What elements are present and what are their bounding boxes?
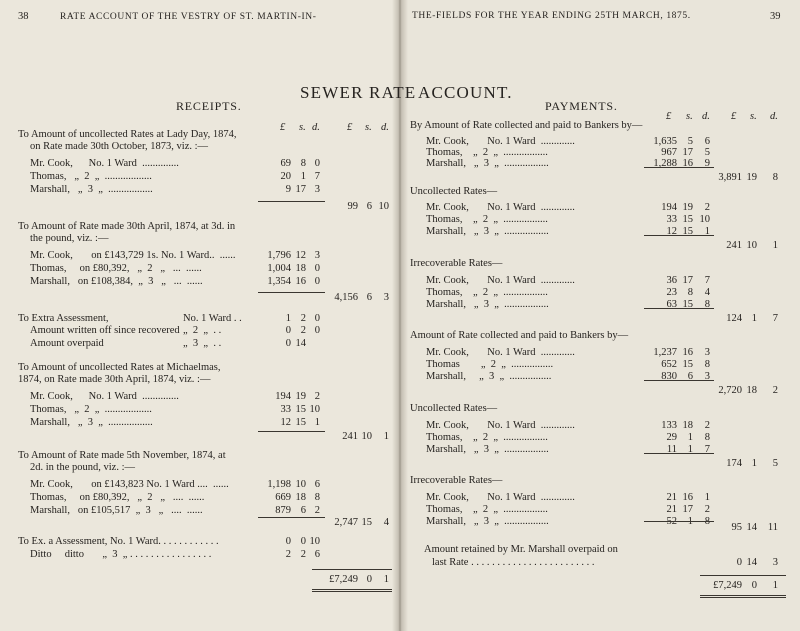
grand-total-pounds: £7,249 (329, 574, 358, 585)
ledger-value-pounds: 1 (285, 313, 291, 324)
subtotal-shillings: 10 (361, 431, 372, 442)
ledger-row-label: Mr. Cook, No. 1 Ward ............. (426, 136, 575, 147)
block-heading: By Amount of Rate collected and paid to Bankers by— (410, 120, 643, 131)
grand-total-pence: 1 (383, 574, 389, 585)
ledger-value-pence: 2 (704, 504, 710, 515)
ledger-value-shillings: 0 (300, 536, 306, 547)
ledger-row-label: Amount overpaid (30, 338, 104, 349)
subtotal-pounds: 95 (731, 522, 742, 533)
subtotal-shillings: 1 (751, 313, 757, 324)
ledger-value-pence: 5 (704, 147, 710, 158)
sum-rule (644, 380, 714, 381)
ledger-value-pence: 4 (704, 287, 710, 298)
sum-rule (644, 167, 714, 168)
ledger-value-shillings: 8 (687, 287, 693, 298)
col-header-pounds: £ (280, 122, 286, 133)
col-header-pence: d. (770, 111, 778, 122)
subtotal-shillings: 15 (361, 517, 372, 528)
grand-total-rule-top (312, 569, 392, 570)
ledger-row-label: Thomas, „ 2 „ ................. (426, 504, 548, 515)
subtotal-pounds: 124 (726, 313, 742, 324)
ledger-row-label: Marshall, „ 3 „ ................. (30, 417, 153, 428)
ledger-value-pounds: 20 (280, 171, 291, 182)
ledger-value-pounds: 1,288 (653, 158, 677, 169)
ledger-value-pounds: 0 (285, 338, 291, 349)
ledger-row-label: Mr. Cook, No. 1 Ward ............. (426, 420, 575, 431)
ledger-row-label: Mr. Cook, No. 1 Ward ............. (426, 347, 575, 358)
block-intro: To Amount of uncollected Rates at Lady Day, 1874, (18, 129, 237, 140)
ledger-value-shillings: 12 (295, 250, 306, 261)
block-heading: Irrecoverable Rates— (410, 258, 503, 269)
ledger-row-label: Mr. Cook, No. 1 Ward .............. (30, 158, 179, 169)
ledger-value-shillings: 15 (295, 404, 306, 415)
sum-rule (644, 521, 714, 522)
ledger-value-pence: 10 (699, 214, 710, 225)
ledger-value-pounds: 879 (275, 505, 291, 516)
ledger-row-label: Marshall, „ 3 „ ................. (30, 184, 153, 195)
subtotal-pence: 10 (378, 201, 389, 212)
ledger-value-pence: 8 (704, 299, 710, 310)
ledger-value-pence: 7 (314, 171, 320, 182)
ledger-row-label: Thomas, „ 2 „ ................. (426, 432, 548, 443)
ledger-value-pence: 7 (704, 444, 710, 455)
subtotal-pence: 3 (383, 292, 389, 303)
ledger-row-label: Amount written off since recovered (30, 325, 180, 336)
ledger-row-label: Thomas, on £80,392, „ 2 „ ... ...... (30, 263, 202, 274)
account-title: ACCOUNT. (418, 83, 513, 102)
subtotal-shillings: 14 (746, 522, 757, 533)
ward-reference: „ 2 „ . . (183, 325, 222, 336)
ledger-value-shillings: 14 (295, 338, 306, 349)
block-intro: To Amount of uncollected Rates at Michaelmas, (18, 362, 221, 373)
ledger-value-pence: 3 (704, 371, 710, 382)
subtotal-pounds: 174 (726, 458, 742, 469)
section-heading: RECEIPTS. (176, 99, 242, 113)
ledger-value-pence: 0 (314, 263, 320, 274)
running-head: THE-FIELDS FOR THE YEAR ENDING 25TH MARCH, 1875. (412, 11, 691, 21)
ledger-value-shillings: 15 (682, 226, 693, 237)
ledger-value-pounds: 967 (661, 147, 677, 158)
ledger-row-label: Marshall, „ 3 „ ................. (426, 299, 549, 310)
ledger-row-label: To Extra Assessment, (18, 313, 109, 324)
ledger-value-shillings: 2 (300, 549, 306, 560)
subtotal-pence: 2 (772, 385, 778, 396)
ledger-value-pounds: 36 (666, 275, 677, 286)
ledger-value-shillings: 10 (295, 479, 306, 490)
section-heading: PAYMENTS. (545, 99, 618, 113)
ledger-value-pounds: 1,198 (267, 479, 291, 490)
ledger-value-pence: 1 (704, 226, 710, 237)
ledger-value-pounds: 12 (280, 417, 291, 428)
col-header-pounds: £ (347, 122, 353, 133)
ledger-value-shillings: 6 (687, 371, 693, 382)
ledger-value-shillings: 17 (682, 504, 693, 515)
ledger-value-shillings: 2 (300, 313, 306, 324)
ledger-row-label: Mr. Cook, on £143,823 No. 1 Ward .... ...... (30, 479, 229, 490)
block-heading: Amount of Rate collected and paid to Bankers by— (410, 330, 629, 341)
col-header-shillings: s. (750, 111, 757, 122)
col-header-pence: d. (381, 122, 389, 133)
ledger-row-label: Marshall, „ 3 „ ................. (426, 158, 549, 169)
ledger-value-pounds: 830 (661, 371, 677, 382)
ledger-value-pounds: 0 (285, 536, 291, 547)
col-header-pounds: £ (666, 111, 672, 122)
ledger-value-pence: 3 (314, 184, 320, 195)
subtotal-shillings: 14 (746, 557, 757, 568)
account-title: SEWER RATE (300, 83, 417, 102)
subtotal-pounds: 3,891 (718, 172, 742, 183)
ledger-value-pounds: 29 (666, 432, 677, 443)
block-heading: Irrecoverable Rates— (410, 475, 503, 486)
subtotal-pence: 8 (772, 172, 778, 183)
grand-total-pounds: £7,249 (713, 580, 742, 591)
ward-reference: „ 3 „ . . (183, 338, 222, 349)
ledger-value-pence: 2 (704, 202, 710, 213)
subtotal-shillings: 6 (366, 201, 372, 212)
ledger-value-pounds: 63 (666, 299, 677, 310)
ledger-value-pence: 8 (704, 359, 710, 370)
block-heading: Uncollected Rates— (410, 186, 498, 197)
ledger-value-pounds: 33 (280, 404, 291, 415)
ledger-value-pence: 8 (704, 432, 710, 443)
ledger-value-shillings: 19 (682, 202, 693, 213)
col-header-shillings: s. (299, 122, 306, 133)
ledger-value-shillings: 15 (682, 299, 693, 310)
ledger-row-label: Thomas, on £80,392, „ 2 „ .... ...... (30, 492, 205, 503)
ledger-value-pounds: 1,237 (653, 347, 677, 358)
ledger-row-label: Marshall, on £108,384, „ 3 „ ... ...... (30, 276, 203, 287)
ledger-value-pounds: 194 (275, 391, 291, 402)
ledger-value-pence: 8 (314, 492, 320, 503)
ledger-value-shillings: 17 (682, 275, 693, 286)
subtotal-pence: 1 (772, 240, 778, 251)
col-header-pence: d. (702, 111, 710, 122)
ledger-value-pence: 0 (314, 158, 320, 169)
ledger-value-pence: 0 (314, 325, 320, 336)
subtotal-pence: 3 (772, 557, 778, 568)
page-number: 39 (770, 11, 781, 22)
ledger-row-label: Thomas, „ 2 „ ................. (426, 147, 548, 158)
subtotal-shillings: 19 (746, 172, 757, 183)
ledger-row-label: Ditto ditto „ 3 „ . . . . . . . . . . . . . . . . (30, 549, 212, 560)
ledger-value-shillings: 18 (295, 263, 306, 274)
ledger-row-label: Thomas, „ 2 „ ................. (426, 214, 548, 225)
ledger-value-pence: 0 (314, 276, 320, 287)
ledger-value-pounds: 669 (275, 492, 291, 503)
ledger-value-pence: 8 (704, 516, 710, 527)
ledger-value-pounds: 1,004 (267, 263, 291, 274)
subtotal-pounds: 99 (347, 201, 358, 212)
ledger-value-shillings: 16 (682, 347, 693, 358)
ledger-value-pence: 0 (314, 313, 320, 324)
subtotal-pence: 1 (383, 431, 389, 442)
ledger-value-pounds: 9 (285, 184, 291, 195)
ledger-value-pence: 2 (704, 420, 710, 431)
ledger-value-pounds: 1,354 (267, 276, 291, 287)
grand-total-double-rule (700, 595, 786, 598)
subtotal-pounds: 241 (726, 240, 742, 251)
ledger-value-shillings: 15 (682, 214, 693, 225)
subtotal-pence: 5 (772, 458, 778, 469)
ledger-value-shillings: 18 (682, 420, 693, 431)
ledger-value-pounds: 33 (666, 214, 677, 225)
subtotal-pence: 4 (383, 517, 389, 528)
ledger-row-label: Thomas, „ 2 „ .................. (30, 171, 152, 182)
ledger-row-label: Thomas, „ 2 „ ................. (426, 287, 548, 298)
block-heading: Uncollected Rates— (410, 403, 498, 414)
ledger-value-pounds: 52 (666, 516, 677, 527)
col-header-shillings: s. (365, 122, 372, 133)
ledger-value-shillings: 5 (687, 136, 693, 147)
grand-total-shillings: 0 (366, 574, 372, 585)
ledger-value-shillings: 2 (300, 325, 306, 336)
ledger-value-shillings: 18 (295, 492, 306, 503)
page-number: 38 (18, 11, 29, 22)
subtotal-pounds: 241 (342, 431, 358, 442)
col-header-pounds: £ (731, 111, 737, 122)
ledger-row-label: Mr. Cook, No. 1 Ward ............. (426, 492, 575, 503)
ledger-value-shillings: 16 (295, 276, 306, 287)
sum-rule (644, 308, 714, 309)
subtotal-pence: 7 (772, 313, 778, 324)
ledger-value-pounds: 23 (666, 287, 677, 298)
ledger-value-shillings: 1 (687, 432, 693, 443)
ledger-value-pounds: 2 (285, 549, 291, 560)
ledger-value-pence: 2 (314, 505, 320, 516)
ledger-value-pence: 10 (309, 536, 320, 547)
ledger-value-pounds: 652 (661, 359, 677, 370)
ledger-value-pounds: 194 (661, 202, 677, 213)
ledger-value-shillings: 1 (687, 516, 693, 527)
ledger-row-label: Marshall, „ 3 „ ................ (426, 371, 552, 382)
ledger-value-pounds: 1,635 (653, 136, 677, 147)
ledger-value-pence: 3 (704, 347, 710, 358)
ledger-value-pence: 1 (704, 492, 710, 503)
subtotal-pounds: 2,747 (334, 517, 358, 528)
ledger-row-label: Thomas, „ 2 „ .................. (30, 404, 152, 415)
ledger-row-label: Mr. Cook, on £143,729 1s. No. 1 Ward.. ...... (30, 250, 236, 261)
ledger-row-label: Marshall, „ 3 „ ................. (426, 226, 549, 237)
ledger-row-label: Mr. Cook, No. 1 Ward ............. (426, 275, 575, 286)
subtotal-pounds: 2,720 (718, 385, 742, 396)
ledger-value-pence: 2 (314, 391, 320, 402)
block-intro: on Rate made 30th October, 1873, viz. :— (30, 141, 209, 152)
ledger-value-pence: 9 (704, 158, 710, 169)
ledger-value-pence: 6 (704, 136, 710, 147)
ledger-value-shillings: 16 (682, 492, 693, 503)
ledger-value-shillings: 6 (300, 505, 306, 516)
ledger-value-shillings: 1 (687, 444, 693, 455)
col-header-shillings: s. (686, 111, 693, 122)
ledger-value-shillings: 15 (682, 359, 693, 370)
subtotal-shillings: 6 (366, 292, 372, 303)
ledger-value-shillings: 1 (300, 171, 306, 182)
ledger-value-shillings: 17 (682, 147, 693, 158)
ledger-value-pence: 6 (314, 549, 320, 560)
grand-total-double-rule (312, 589, 392, 592)
ledger-value-pounds: 12 (666, 226, 677, 237)
grand-total-rule-top (700, 575, 786, 576)
grand-total-shillings: 0 (751, 580, 757, 591)
ledger-value-pounds: 133 (661, 420, 677, 431)
block-heading: Amount retained by Mr. Marshall overpaid on (424, 544, 618, 555)
ledger-row-label: Marshall, on £105,517 „ 3 „ .... ...... (30, 505, 203, 516)
ledger-value-pounds: 1,796 (267, 250, 291, 261)
ledger-row-label: Thomas „ 2 „ ................ (426, 359, 554, 370)
ledger-value-pence: 6 (314, 479, 320, 490)
subtotal-pounds: 0 (736, 557, 742, 568)
block-intro: To Amount of Rate made 5th November, 1874, at (18, 450, 226, 461)
ledger-value-shillings: 8 (300, 158, 306, 169)
block-intro: 1874, on Rate made 30th April, 1874, viz. :— (18, 374, 211, 385)
subtotal-shillings: 1 (751, 458, 757, 469)
ledger-value-pence: 7 (704, 275, 710, 286)
block-intro: the pound, viz. :— (30, 233, 109, 244)
ledger-value-pounds: 0 (285, 325, 291, 336)
ledger-value-pounds: 21 (666, 492, 677, 503)
subtotal-shillings: 10 (746, 240, 757, 251)
sum-rule (644, 453, 714, 454)
running-head: RATE ACCOUNT OF THE VESTRY OF ST. MARTIN-IN- (60, 12, 317, 22)
ledger-value-pounds: 21 (666, 504, 677, 515)
block-intro: To Amount of Rate made 30th April, 1874, at 3d. in (18, 221, 236, 232)
ledger-value-pounds: 11 (666, 444, 677, 455)
ledger-row-label: Marshall, „ 3 „ ................. (426, 516, 549, 527)
ledger-value-shillings: 17 (295, 184, 306, 195)
ledger-value-shillings: 15 (295, 417, 306, 428)
grand-total-pence: 1 (772, 580, 778, 591)
subtotal-pounds: 4,156 (334, 292, 358, 303)
subtotal-shillings: 18 (746, 385, 757, 396)
ledger-row-label: Mr. Cook, No. 1 Ward ............. (426, 202, 575, 213)
ledger-value-pence: 3 (314, 250, 320, 261)
ledger-row-label: Mr. Cook, No. 1 Ward .............. (30, 391, 179, 402)
ledger-value-pounds: 69 (280, 158, 291, 169)
ledger-value-pence: 10 (309, 404, 320, 415)
ledger-row-label: Marshall, „ 3 „ ................. (426, 444, 549, 455)
ledger-value-shillings: 16 (682, 158, 693, 169)
block-intro: 2d. in the pound, viz. :— (30, 462, 135, 473)
ledger-row-label: To Ex. a Assessment, No. 1 Ward. . . . . . . . . . . . (18, 536, 219, 547)
ward-reference: No. 1 Ward . . (183, 313, 242, 324)
ledger-value-pence: 1 (314, 417, 320, 428)
subtotal-pence: 11 (767, 522, 778, 533)
ledger-value-shillings: 19 (295, 391, 306, 402)
col-header-pence: d. (312, 122, 320, 133)
block-heading: last Rate . . . . . . . . . . . . . . . . . . . . . . . . (432, 557, 595, 568)
sum-rule (644, 235, 714, 236)
